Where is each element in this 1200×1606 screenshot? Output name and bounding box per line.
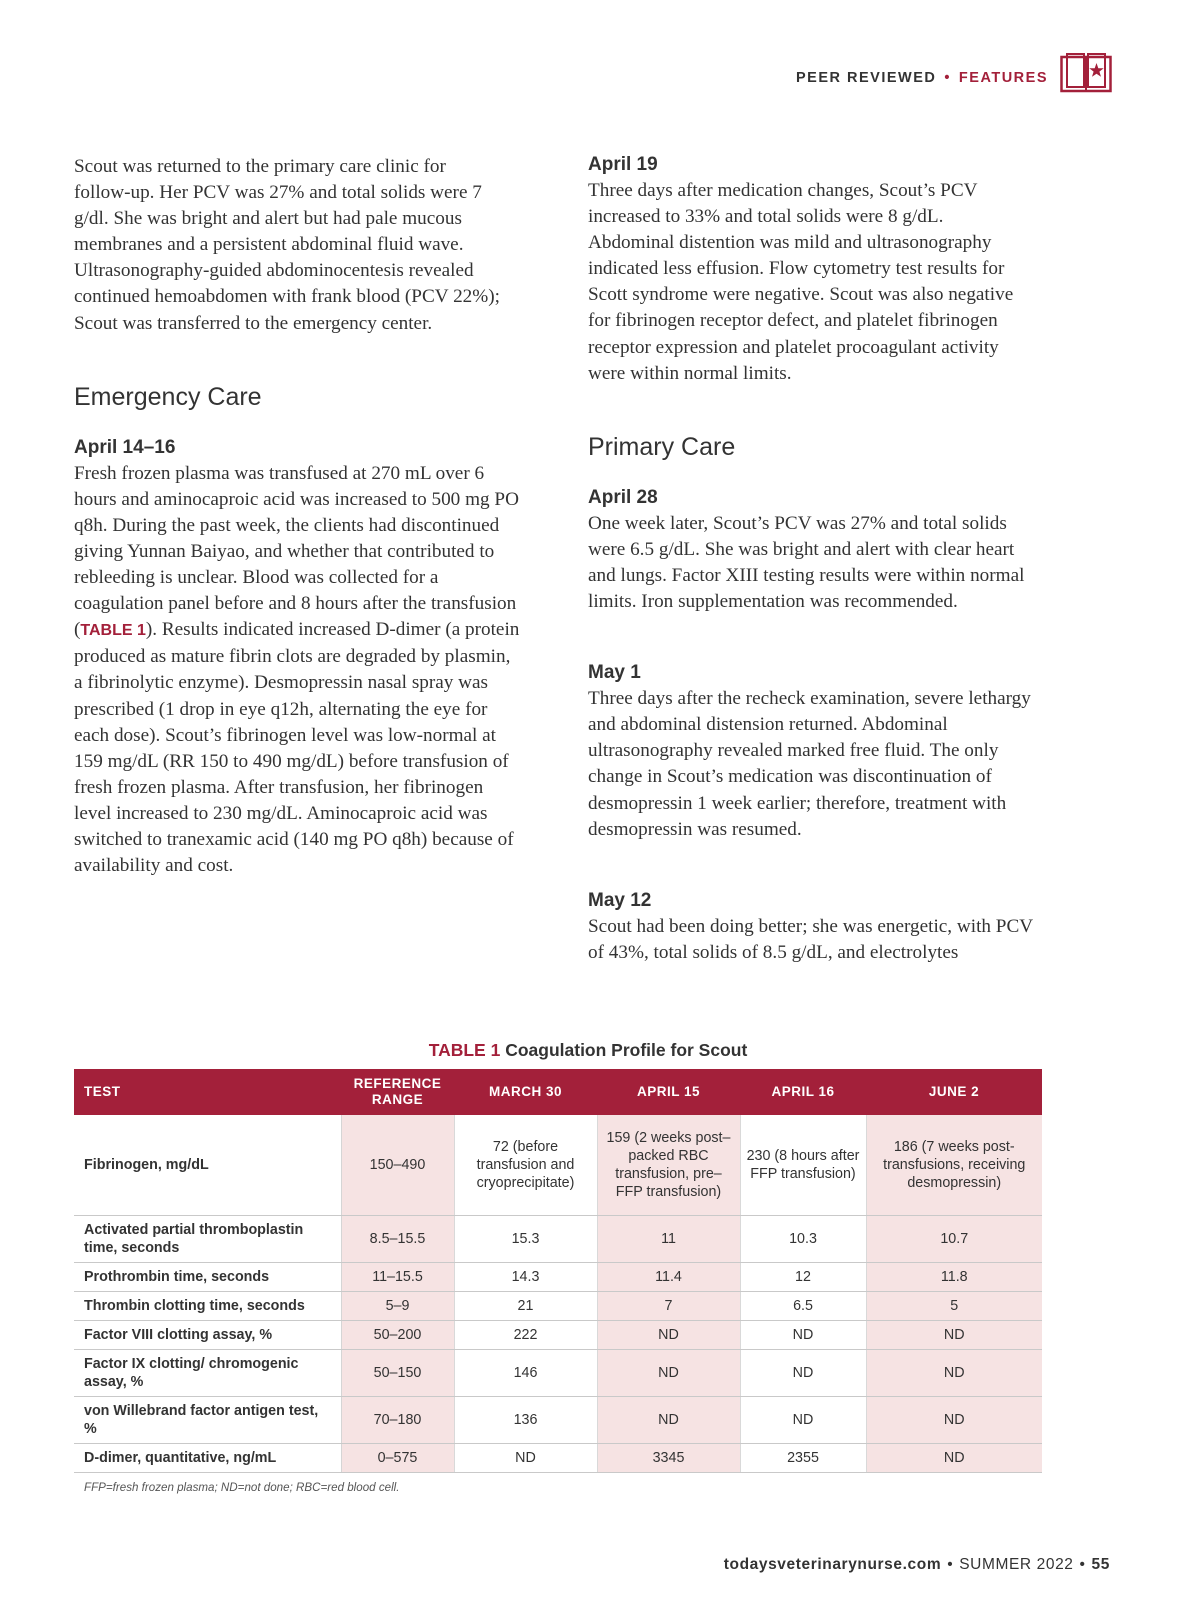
test-name-cell: D-dimer, quantitative, ng/mL	[74, 1443, 341, 1472]
value-cell: 3345	[597, 1443, 740, 1472]
test-name-cell: Factor VIII clotting assay, %	[74, 1320, 341, 1349]
value-cell: ND	[866, 1443, 1042, 1472]
value-cell: 70–180	[341, 1396, 454, 1443]
april-14-16-text-part1: Fresh frozen plasma was transfused at 270 mL over 6 hours and aminocaproic acid was increased to 500 mg PO q8h. During the past week, the clients had discontinued giving Yunnan Baiyao, and whether that contributed to rebleeding is unclear. Blood was collected for a coagulation panel before and 8 hours after the transfusion (	[74, 462, 519, 641]
value-cell: ND	[740, 1320, 866, 1349]
coagulation-profile-table	[74, 1069, 1042, 1473]
footer-site: todaysveterinarynurse.com	[723, 1556, 942, 1573]
table-label: TABLE 1	[428, 1040, 501, 1060]
value-cell: 11	[597, 1215, 740, 1262]
left-column	[74, 154, 534, 879]
table-row	[74, 1349, 1042, 1396]
april-19-heading: April 19	[588, 154, 658, 175]
page-footer	[724, 1556, 1110, 1574]
may-12-heading: May 12	[588, 889, 652, 911]
features-label: FEATURES	[958, 70, 1048, 86]
table-1-link[interactable]: TABLE 1	[80, 622, 146, 640]
table-row	[74, 1443, 1042, 1472]
value-cell: 0–575	[341, 1443, 454, 1472]
test-name-cell: Prothrombin time, seconds	[74, 1262, 341, 1291]
footer-bullet: •	[947, 1556, 954, 1573]
value-cell: 146	[454, 1349, 597, 1396]
test-name-cell: von Willebrand factor antigen test, %	[74, 1396, 341, 1443]
may-1-heading: May 1	[588, 662, 641, 684]
header-april-16: APRIL 16	[740, 1069, 866, 1115]
april-14-16-heading: April 14–16	[74, 436, 176, 458]
value-cell: 222	[454, 1320, 597, 1349]
april-28-heading: April 28	[588, 486, 658, 508]
value-cell: 21	[454, 1291, 597, 1320]
footer-page-number: 55	[1091, 1556, 1110, 1573]
table-row	[74, 1115, 1042, 1215]
april-19-paragraph: Three days after medication changes, Scout’s PCV increased to 33% and total solids were 8 g/dL. Abdominal distention was mild and ultrasonography indicated less effusion. Flow cytometry test results for Scott syndrome were negative. Scout was also negative for fibrinogen receptor defect, and platelet fibrinogen receptor expression and platelet procoagulant activity were within normal limits.	[588, 180, 1014, 384]
emergency-care-heading: Emergency Care	[74, 382, 262, 411]
value-cell: 136	[454, 1396, 597, 1443]
test-name-cell: Activated partial thromboplastin time, seconds	[74, 1215, 341, 1262]
test-name-cell: Thrombin clotting time, seconds	[74, 1291, 341, 1320]
header-reference-range: REFERENCE RANGE	[341, 1069, 454, 1115]
value-cell: ND	[740, 1349, 866, 1396]
header-test: TEST	[74, 1069, 341, 1115]
value-cell: 11.8	[866, 1262, 1042, 1291]
value-cell: 186 (7 weeks post-transfusions, receiving desmopressin)	[866, 1115, 1042, 1215]
peer-reviewed-label: PEER REVIEWED	[795, 70, 937, 86]
table-header-row	[74, 1069, 1042, 1115]
value-cell: 14.3	[454, 1262, 597, 1291]
value-cell: 8.5–15.5	[341, 1215, 454, 1262]
value-cell: ND	[454, 1443, 597, 1472]
value-cell: ND	[866, 1396, 1042, 1443]
value-cell: 5–9	[341, 1291, 454, 1320]
value-cell: 10.3	[740, 1215, 866, 1262]
coagulation-table-block	[74, 1040, 1042, 1494]
value-cell: 6.5	[740, 1291, 866, 1320]
table-row	[74, 1291, 1042, 1320]
value-cell: 2355	[740, 1443, 866, 1472]
table-row	[74, 1320, 1042, 1349]
header-march-30: MARCH 30	[454, 1069, 597, 1115]
value-cell: 11–15.5	[341, 1262, 454, 1291]
value-cell: 50–150	[341, 1349, 454, 1396]
table-caption: Coagulation Profile for Scout	[505, 1040, 748, 1060]
value-cell: ND	[597, 1349, 740, 1396]
intro-paragraph: Scout was returned to the primary care clinic for follow-up. Her PCV was 27% and total solids were 7 g/dl. She was bright and alert but had pale mucous membranes and a persistent abdominal fluid wave. Ultrasonography-guided abdominocentesis revealed continued hemoabdomen with frank blood (PCV 22%); Scout was transferred to the emergency center.	[74, 156, 500, 334]
value-cell: ND	[597, 1396, 740, 1443]
value-cell: 7	[597, 1291, 740, 1320]
footer-bullet: •	[1079, 1556, 1086, 1573]
header-april-15: APRIL 15	[597, 1069, 740, 1115]
april-28-paragraph: One week later, Scout’s PCV was 27% and total solids were 6.5 g/dL. She was bright and alert with clear heart and lungs. Factor XIII testing results were within normal limits. Iron supplementation was recommended.	[588, 512, 1025, 613]
value-cell: ND	[866, 1349, 1042, 1396]
value-cell: ND	[740, 1396, 866, 1443]
value-cell: 10.7	[866, 1215, 1042, 1262]
april-14-16-text-part2: ). Results indicated increased D-dimer (a protein produced as mature fibrin clots are degraded by plasmin, a fibrinolytic enzyme). Desmopressin nasal spray was prescribed (1 drop in eye q12h, alternating the eye for each dose). Scout’s fibrinogen level was low-normal at 159 mg/dL (RR 150 to 490 mg/dL) before transfusion of fresh frozen plasma. After transfusion, her fibrinogen level increased to 230 mg/dL. Aminocaproic acid was switched to tranexamic acid (140 mg PO q8h) because of availability and cost.	[74, 619, 520, 877]
test-name-cell: Factor IX clotting/ chromogenic assay, %	[74, 1349, 341, 1396]
value-cell: 230 (8 hours after FFP transfusion)	[740, 1115, 866, 1215]
table-row	[74, 1215, 1042, 1262]
book-star-icon	[1060, 52, 1112, 94]
april-14-16-paragraph	[74, 461, 522, 880]
right-column	[588, 154, 1050, 966]
may-12-paragraph: Scout had been doing better; she was energetic, with PCV of 43%, total solids of 8.5 g/dL, and electrolytes	[588, 915, 1033, 963]
footer-issue: SUMMER 2022	[959, 1556, 1074, 1573]
value-cell: 5	[866, 1291, 1042, 1320]
table-row	[74, 1262, 1042, 1291]
page-header	[796, 62, 1112, 94]
primary-care-heading: Primary Care	[588, 432, 736, 461]
table-footnote: FFP=fresh frozen plasma; ND=not done; RBC=red blood cell.	[84, 1480, 400, 1494]
value-cell: 15.3	[454, 1215, 597, 1262]
may-1-paragraph: Three days after the recheck examination, severe lethargy and abdominal distension returned. Abdominal ultrasonography revealed marked free fluid. The only change in Scout’s medication was discontinuation of desmopressin 1 week earlier; therefore, treatment with desmopressin was resumed.	[588, 688, 1031, 840]
header-june-2: JUNE 2	[866, 1069, 1042, 1115]
value-cell: 72 (before transfusion and cryoprecipitate)	[454, 1115, 597, 1215]
value-cell: 150–490	[341, 1115, 454, 1215]
value-cell: ND	[866, 1320, 1042, 1349]
value-cell: 159 (2 weeks post–packed RBC transfusion, pre–FFP transfusion)	[597, 1115, 740, 1215]
value-cell: 12	[740, 1262, 866, 1291]
table-title	[74, 1040, 1042, 1061]
test-name-cell: Fibrinogen, mg/dL	[74, 1115, 341, 1215]
value-cell: 50–200	[341, 1320, 454, 1349]
bullet-separator: •	[944, 70, 951, 86]
table-row	[74, 1396, 1042, 1443]
value-cell: 11.4	[597, 1262, 740, 1291]
value-cell: ND	[597, 1320, 740, 1349]
